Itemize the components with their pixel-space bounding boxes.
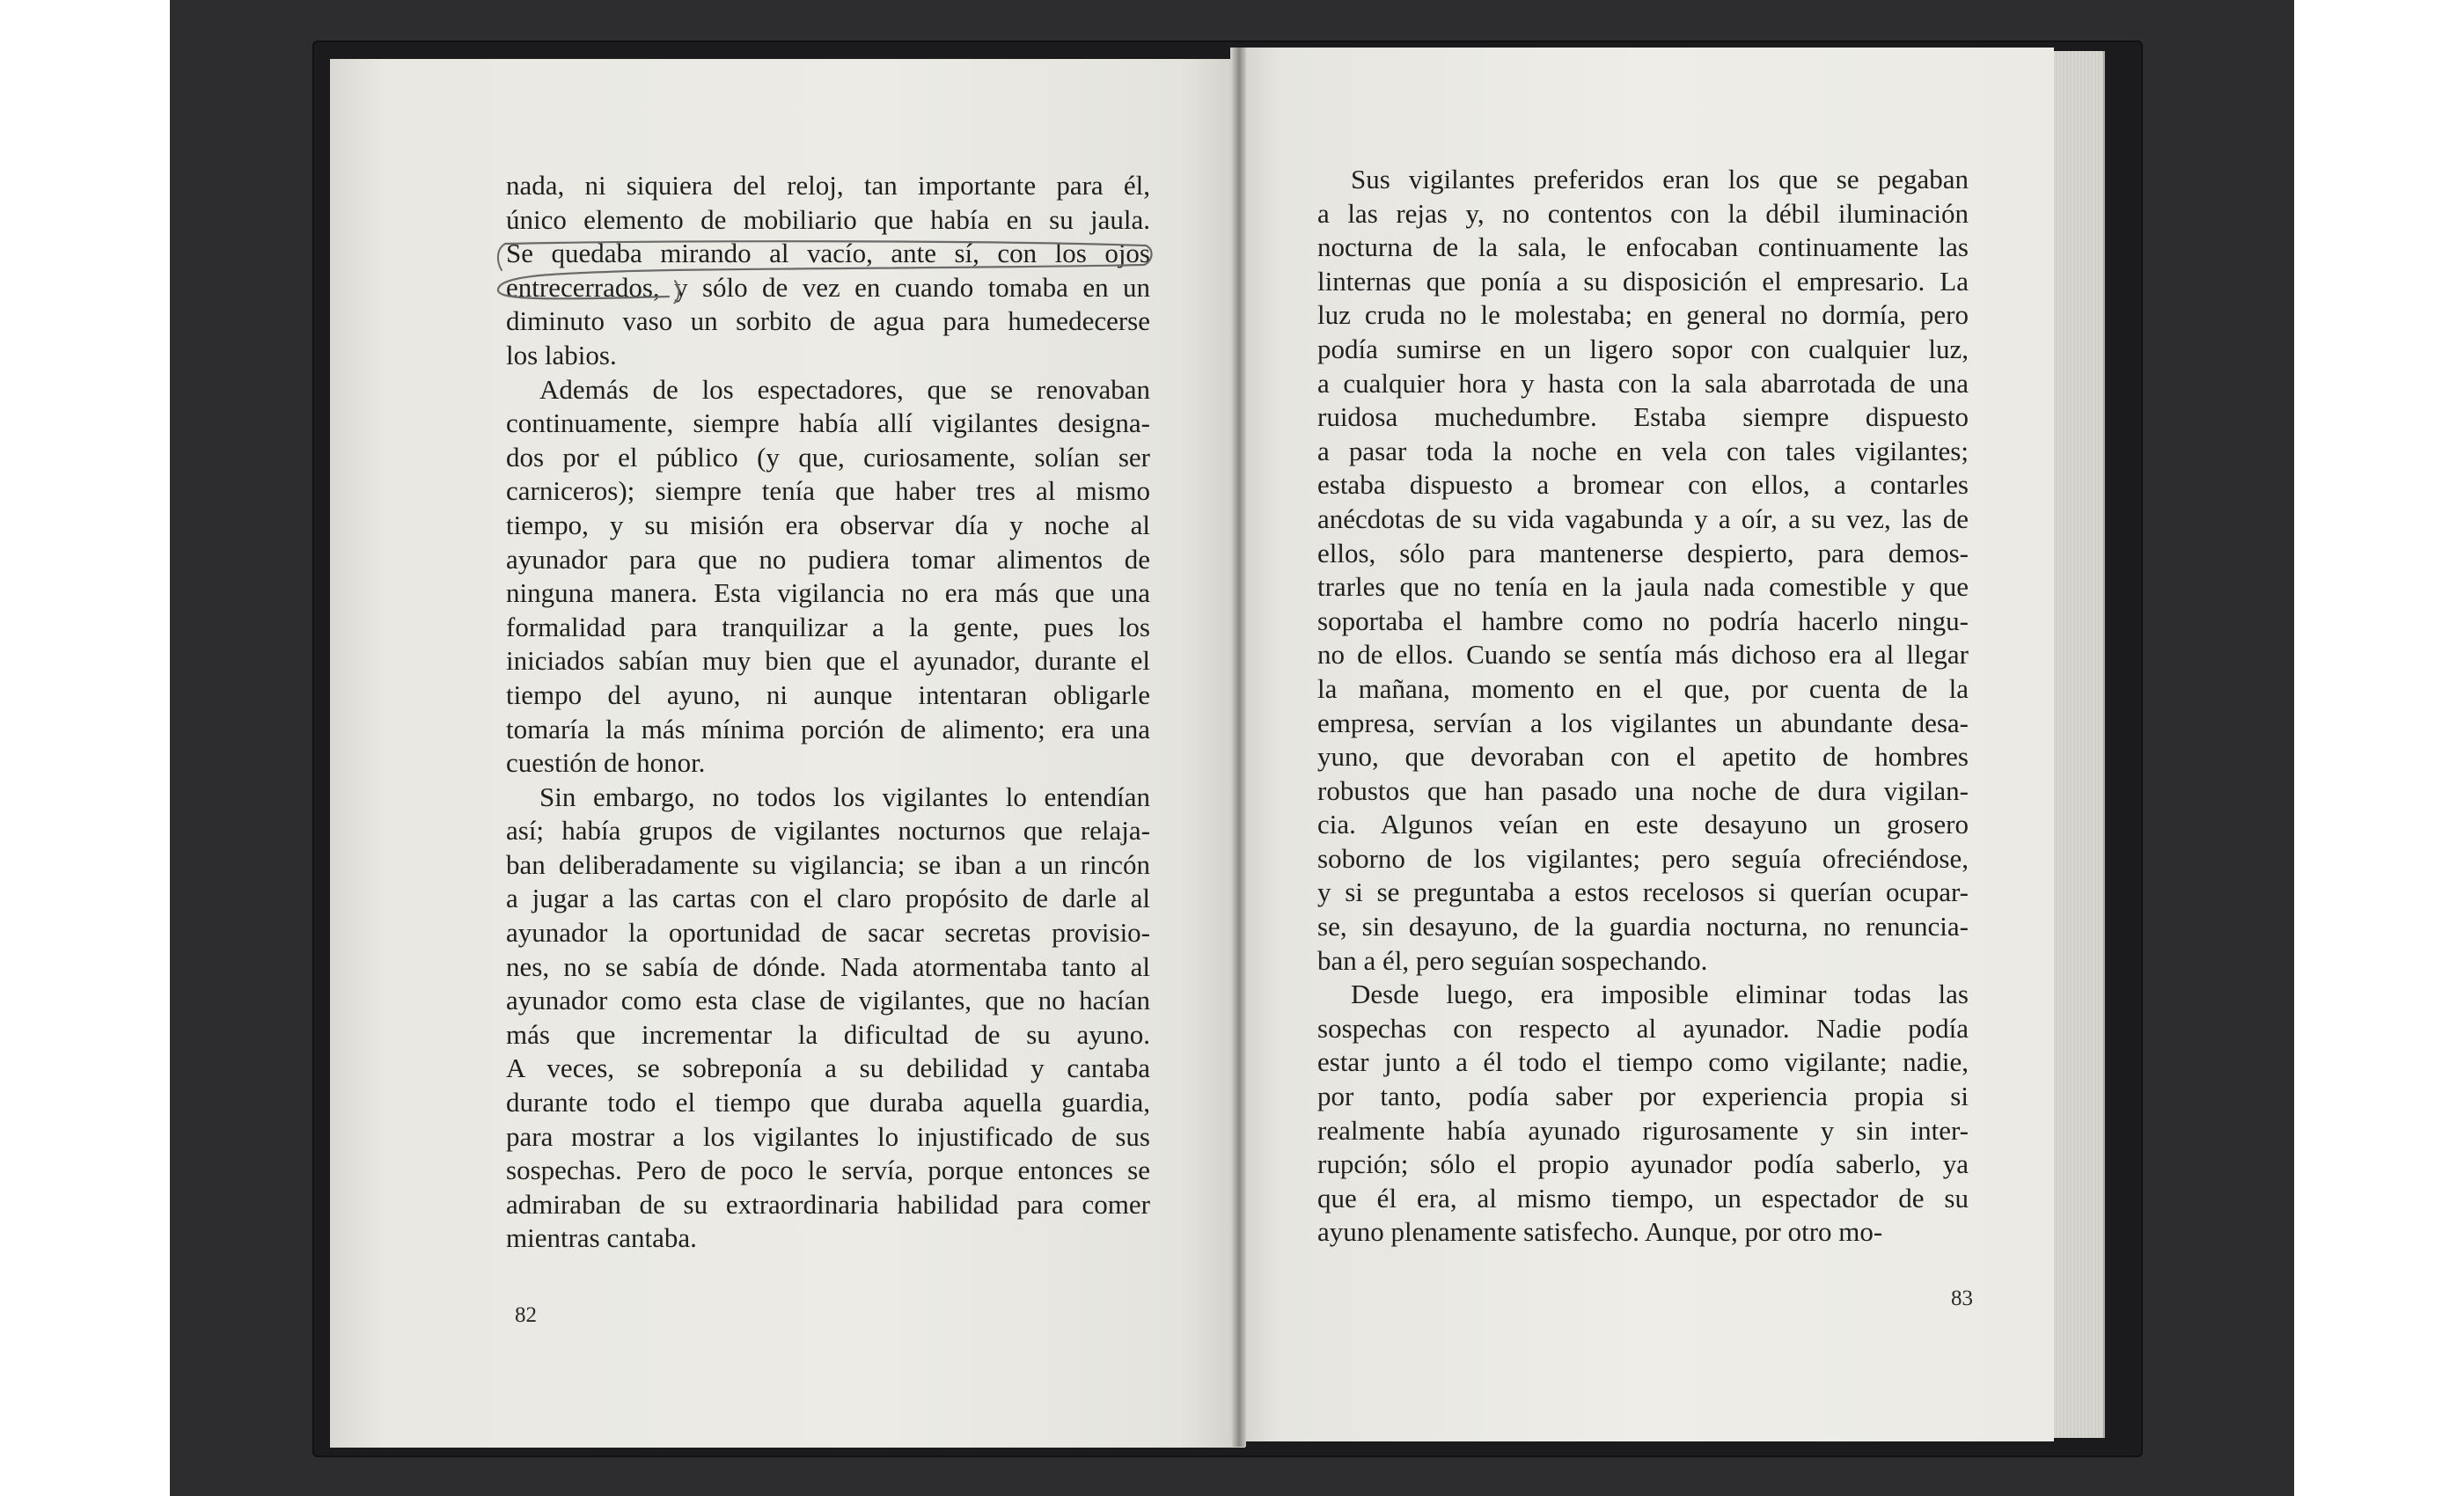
text-line: carniceros); siempre tenía que haber tres al mismo — [506, 475, 1150, 507]
text-line: diminuto vaso un sorbito de agua para humedecerse — [506, 305, 1150, 337]
text-line: ayunador como esta clase de vigilantes, que no hacían — [506, 985, 1150, 1016]
text-line: Además de los espectadores, que se renovaban — [539, 373, 1150, 405]
text-line: estar junto a él todo el tiempo como vigilante; nadie, — [1317, 1046, 1969, 1078]
text-line: A veces, se sobreponía a su debilidad y cantaba — [506, 1052, 1150, 1084]
text-line: y si se preguntaba a estos recelosos si querían ocupar- — [1317, 876, 1969, 908]
text-line: por tanto, podía saber por experiencia propia si — [1317, 1081, 1969, 1112]
text-line: nada, ni siquiera del reloj, tan importante para él, — [506, 170, 1150, 201]
text-line: para mostrar a los vigilantes lo injustificado de sus — [506, 1120, 1150, 1152]
text-line: linternas que ponía a su disposición el empresario. La — [1317, 265, 1969, 297]
text-line: Desde luego, era imposible eliminar todas las — [1351, 979, 1969, 1010]
text-line: podía sumirse en un ligero sopor con cualquier luz, — [1317, 333, 1969, 364]
text-line: estaba dispuesto a bromear con ellos, a contarles — [1317, 469, 1969, 501]
text-line: mientras cantaba. — [506, 1222, 697, 1254]
page-edges — [2050, 51, 2105, 1438]
text-line: Sus vigilantes preferidos eran los que se pegaban — [1351, 164, 1969, 194]
text-line: iniciados sabían muy bien que el ayunador, durante el — [506, 645, 1150, 677]
text-line: a pasar toda la noche en vela con tales vigilantes; — [1317, 435, 1969, 466]
page-number-left: 82 — [515, 1303, 537, 1327]
text-line: durante todo el tiempo que duraba aquella guardia, — [506, 1087, 1150, 1118]
text-line: entrecerrados, y sólo de vez en cuando tomaba en un — [506, 271, 1150, 303]
text-line: admiraban de su extraordinaria habilidad para comer — [506, 1188, 1150, 1220]
page-number-right: 83 — [1951, 1287, 1973, 1310]
text-line: único elemento de mobiliario que había en su jaula. — [506, 203, 1150, 235]
text-line: anécdotas de su vida vagabunda y a oír, a su vez, las de — [1317, 502, 1969, 534]
text-line: a cualquier hora y hasta con la sala abarrotada de una — [1317, 367, 1969, 399]
text-line: ban deliberadamente su vigilancia; se iban a un rincón — [506, 848, 1150, 880]
text-line: a las rejas y, no contentos con la débil iluminación — [1317, 197, 1969, 229]
text-line: Sin embargo, no todos los vigilantes lo entendían — [539, 781, 1150, 812]
text-line: ayunador para que no pudiera tomar alimentos de — [506, 543, 1150, 575]
text-line: no de ellos. Cuando se sentía más dichoso era al llegar — [1317, 639, 1969, 671]
text-line: ninguna manera. Esta vigilancia no era más que una — [506, 577, 1150, 609]
text-line: ruidosa muchedumbre. Estaba siempre dispuesto — [1317, 401, 1969, 433]
text-line: robustos que han pasado una noche de dura vigilan- — [1317, 774, 1969, 806]
text-line: tiempo, y su misión era observar día y noche al — [506, 509, 1150, 540]
text-line: ban a él, pero seguían sospechando. — [1317, 944, 1708, 976]
text-line: realmente había ayunado rigurosamente y sin inter- — [1317, 1114, 1969, 1146]
text-line: se, sin desayuno, de la guardia nocturna, no renuncia- — [1317, 911, 1969, 942]
text-line: cuestión de honor. — [506, 747, 706, 779]
text-line: yuno, que devoraban con el apetito de hombres — [1317, 741, 1969, 773]
text-line: empresa, servían a los vigilantes un abundante desa- — [1317, 707, 1969, 738]
text-line: ayuno plenamente satisfecho. Aunque, por otro mo- — [1317, 1216, 1883, 1248]
text-line: trarles que no tenía en la jaula nada comestible y que — [1317, 571, 1969, 603]
text-line: sospechas con respecto al ayunador. Nadie podía — [1317, 1012, 1969, 1044]
left-page-text — [506, 169, 1150, 1256]
text-line: así; había grupos de vigilantes nocturnos que relaja- — [506, 815, 1150, 847]
text-line: luz cruda no le molestaba; en general no dormía, pero — [1317, 299, 1969, 331]
text-line: soborno de los vigilantes; pero seguía ofreciéndose, — [1317, 842, 1969, 874]
text-line: cia. Algunos veían en este desayuno un grosero — [1317, 809, 1969, 840]
text-line: sospechas. Pero de poco le servía, porque entonces se — [506, 1155, 1150, 1186]
text-line: que él era, al mismo tiempo, un espectador de su — [1317, 1182, 1969, 1214]
text-line: Se quedaba mirando al vacío, ante sí, con los ojos — [506, 238, 1150, 269]
text-line: ayunador la oportunidad de sacar secretas provisio- — [506, 917, 1150, 949]
text-line: soportaba el hambre como no podría hacerlo ningu- — [1317, 605, 1969, 636]
text-line: dos por el público (y que, curiosamente, solían ser — [506, 441, 1150, 473]
text-line: los labios. — [506, 339, 617, 370]
text-line: más que incrementar la dificultad de su ayuno. — [506, 1018, 1150, 1050]
text-line: tiempo del ayuno, ni aunque intentaran obligarle — [506, 678, 1150, 710]
text-line: nocturna de la sala, le enfocaban continuamente las — [1317, 231, 1969, 263]
text-line: rupción; sólo el propio ayunador podía saberlo, ya — [1317, 1148, 1969, 1180]
text-line: nes, no se sabía de dónde. Nada atormentaba tanto al — [506, 950, 1150, 982]
text-line: la mañana, momento en el que, por cuenta de la — [1317, 672, 1969, 704]
text-line: ellos, sólo para mantenerse despierto, para demos- — [1317, 537, 1969, 568]
right-page-text — [1317, 163, 1969, 1250]
text-line: tomaría la más mínima porción de alimento; era una — [506, 713, 1150, 744]
text-line: a jugar a las cartas con el claro propósito de darle al — [506, 883, 1150, 914]
book-gutter — [1232, 48, 1246, 1447]
text-line: formalidad para tranquilizar a la gente, pues los — [506, 611, 1150, 642]
text-line: continuamente, siempre había allí vigilantes designa- — [506, 407, 1150, 439]
